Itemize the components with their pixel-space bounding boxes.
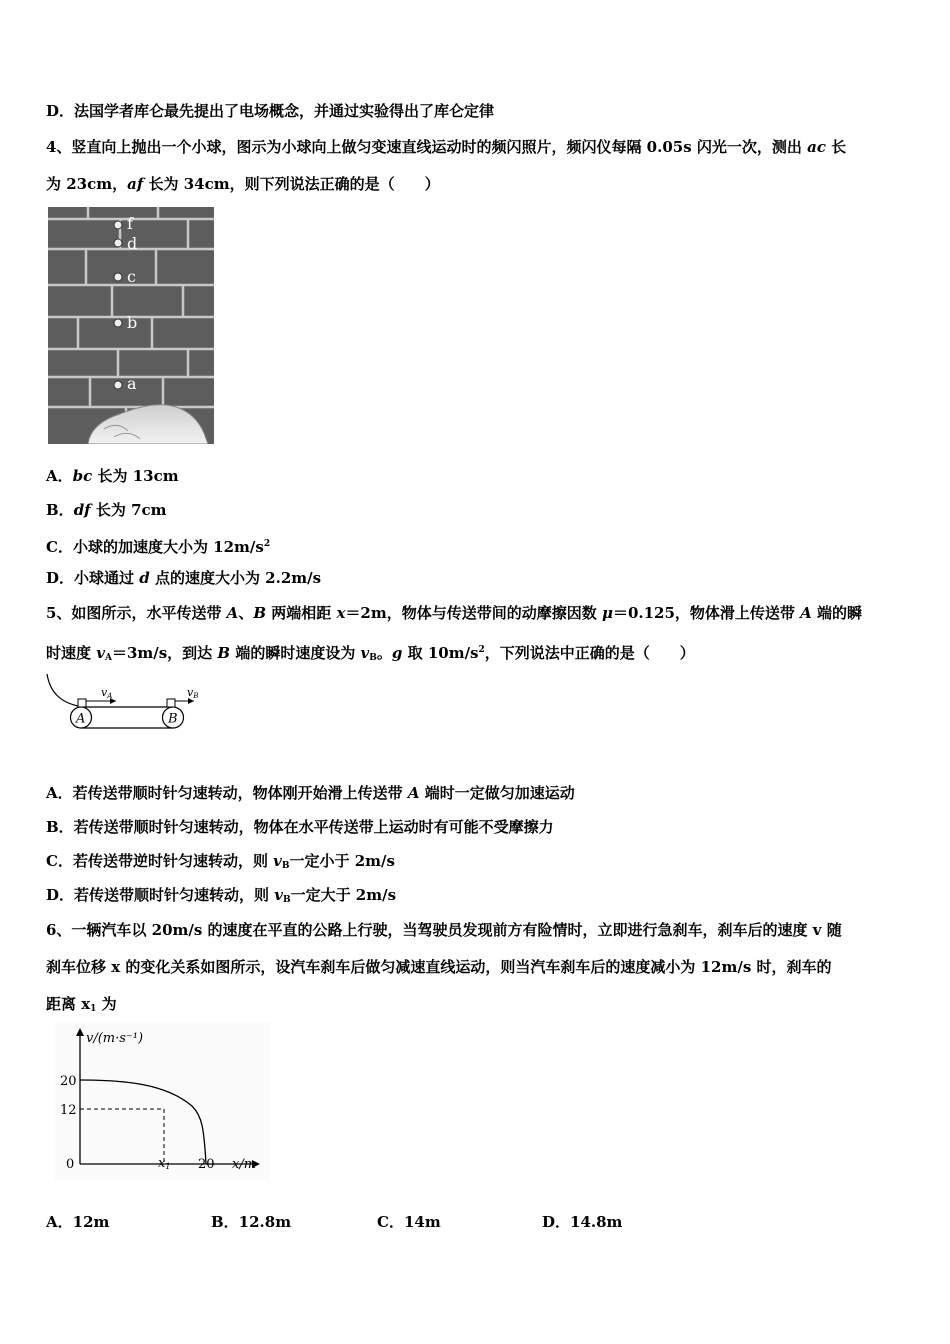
var: B (217, 644, 231, 662)
q6-option-d: D．14.8m (542, 1213, 623, 1231)
option-text: C．小球的加速度大小为 12m/s (46, 538, 264, 556)
option-label: D．小球通过 (46, 569, 140, 587)
ball-d (114, 239, 122, 247)
subscript: A (104, 653, 112, 663)
vb-letter: v (187, 686, 194, 699)
x-tick-20: 20 (198, 1157, 215, 1172)
superscript: 2 (263, 539, 271, 549)
option-text: 端时一定做匀加速运动 (419, 784, 575, 802)
q3-option-d: D．法国学者库仑最先提出了电场概念，并通过实验得出了库仑定律 (46, 102, 495, 120)
option-text: 一定大于 2m/s (290, 886, 397, 904)
ball-label-d: d (127, 234, 138, 253)
var-df: df (73, 501, 91, 519)
var: v (360, 644, 370, 662)
stem-text: 端的瞬时速度设为 (230, 644, 361, 662)
q4-stem-text: 为 23cm， (46, 175, 128, 193)
va-label (101, 686, 112, 700)
ball-label-b: b (127, 313, 138, 332)
ball-label-a: a (127, 374, 137, 393)
ball-label-f: f (127, 214, 133, 233)
q6-option-a: A．12m (46, 1213, 110, 1231)
y-axis-label: v/(m·s⁻¹) (86, 1031, 144, 1046)
stem-text: ＝3m/s，到达 (111, 644, 218, 662)
va-sub: A (107, 692, 113, 700)
option-text: 点的速度大小为 2.2m/s (149, 569, 322, 587)
ball-label-c: c (127, 267, 136, 286)
q6-stem-line1: 6、一辆汽车以 20m/s 的速度在平直的公路上行驶，当驾驶员发现前方有险情时，立即进行急刹车，刹车后的速度 v 随 (46, 921, 842, 939)
ball-b (114, 319, 122, 327)
vb-label (187, 686, 198, 700)
q6-v-x-graph (54, 1022, 270, 1180)
var-d: d (139, 569, 150, 587)
subscript: B (369, 653, 377, 663)
pulley-b-label: B (168, 711, 178, 727)
q4-option-b (46, 500, 167, 520)
q6-stem-line2: 刹车位移 x 的变化关系如图所示，设汽车刹车后做匀减速直线运动，则当汽车刹车后的速度减小为 12m/s 时，刹车的 (46, 958, 832, 976)
q4-var-af: af (127, 175, 144, 193)
va-letter: v (101, 686, 108, 699)
var: B (253, 604, 267, 622)
option-text: 一定小于 2m/s (289, 852, 395, 870)
option-text: 长为 7cm (90, 501, 167, 519)
var: v (273, 852, 282, 870)
q5-option-a (46, 783, 575, 803)
superscript: 2 (478, 645, 485, 655)
stem-text: ，下列说法中正确的是（ ） (484, 644, 695, 662)
q4-stem-text: 长 (825, 138, 847, 156)
q4-stem-text: 4、竖直向上抛出一个小球，图示为小球向上做匀变速直线运动时的频闪照片，频闪仪每隔 0.05s 闪光一次，测出 (46, 138, 808, 156)
stem-text: 为 (96, 995, 117, 1013)
q5-stem-line2 (46, 640, 695, 668)
x1-letter: x (158, 1156, 166, 1171)
var: v (274, 886, 283, 904)
stem-text: 。 (376, 644, 392, 662)
ball-c (114, 273, 122, 281)
incline-curve (47, 674, 78, 706)
stem-text: 两端相距 (266, 604, 337, 622)
subscript: 1 (90, 1004, 97, 1014)
q4-option-d (46, 568, 321, 588)
option-text: C．若传送带逆时针匀速转动，则 (46, 852, 274, 870)
y-tick-12: 12 (60, 1103, 77, 1118)
option-label: A． (46, 467, 73, 485)
q5-option-b: B．若传送带顺时针匀速转动，物体在水平传送带上运动时有可能不受摩擦力 (46, 818, 554, 836)
origin-label: 0 (66, 1157, 75, 1172)
option-text: A．若传送带顺时针匀速转动，物体刚开始滑上传送带 (46, 784, 408, 802)
option-text: D．若传送带顺时针匀速转动，则 (46, 886, 275, 904)
x-axis-label: x/m (232, 1157, 257, 1172)
var: A (407, 784, 420, 802)
q6-option-c: C．14m (377, 1213, 441, 1231)
q5-stem-line1 (46, 603, 862, 623)
vb-sub: B (193, 692, 199, 700)
var-bc: bc (72, 467, 93, 485)
subscript: B (282, 895, 291, 905)
var: A (800, 604, 812, 622)
stem-text: 端的瞬 (811, 604, 863, 622)
var: x (336, 604, 346, 622)
stem-text: 、 (238, 604, 254, 622)
x1-sub: 1 (165, 1162, 171, 1171)
option-text: 长为 13cm (92, 467, 179, 485)
q6-stem-line3 (46, 994, 117, 1019)
block-at-a (78, 699, 86, 707)
stem-text: 取 10m/s (402, 644, 479, 662)
q4-stem-line2 (46, 174, 440, 194)
stem-text: ＝0.125，物体滑上传送带 (612, 604, 801, 622)
stem-text: 5、如图所示，水平传送带 (46, 604, 227, 622)
var: g (391, 644, 403, 662)
var: A (226, 604, 239, 622)
q5-option-c (46, 851, 395, 876)
q4-stem-line1 (46, 137, 846, 157)
ball-a (114, 381, 122, 389)
q5-option-d (46, 885, 396, 910)
q4-option-c (46, 534, 270, 557)
var-mu: μ (601, 604, 613, 622)
subscript: B (281, 861, 290, 871)
var: v (96, 644, 105, 662)
q5-conveyor-diagram (44, 670, 214, 736)
pulley-a-label: A (76, 711, 86, 727)
option-label: B． (46, 501, 74, 519)
block-at-b (167, 699, 175, 707)
q4-var-ac: ac (807, 138, 826, 156)
stem-text: ＝2m，物体与传送带间的动摩擦因数 (345, 604, 602, 622)
ball-f (114, 221, 122, 229)
q4-strobe-photo (48, 207, 214, 444)
y-tick-20: 20 (60, 1074, 77, 1089)
q4-option-a (46, 466, 179, 486)
q6-option-b: B．12.8m (211, 1213, 292, 1231)
stem-text: 距离 x (46, 995, 91, 1013)
q4-stem-text: 长为 34cm，则下列说法正确的是（ ） (143, 175, 440, 193)
stem-text: 时速度 (46, 644, 97, 662)
